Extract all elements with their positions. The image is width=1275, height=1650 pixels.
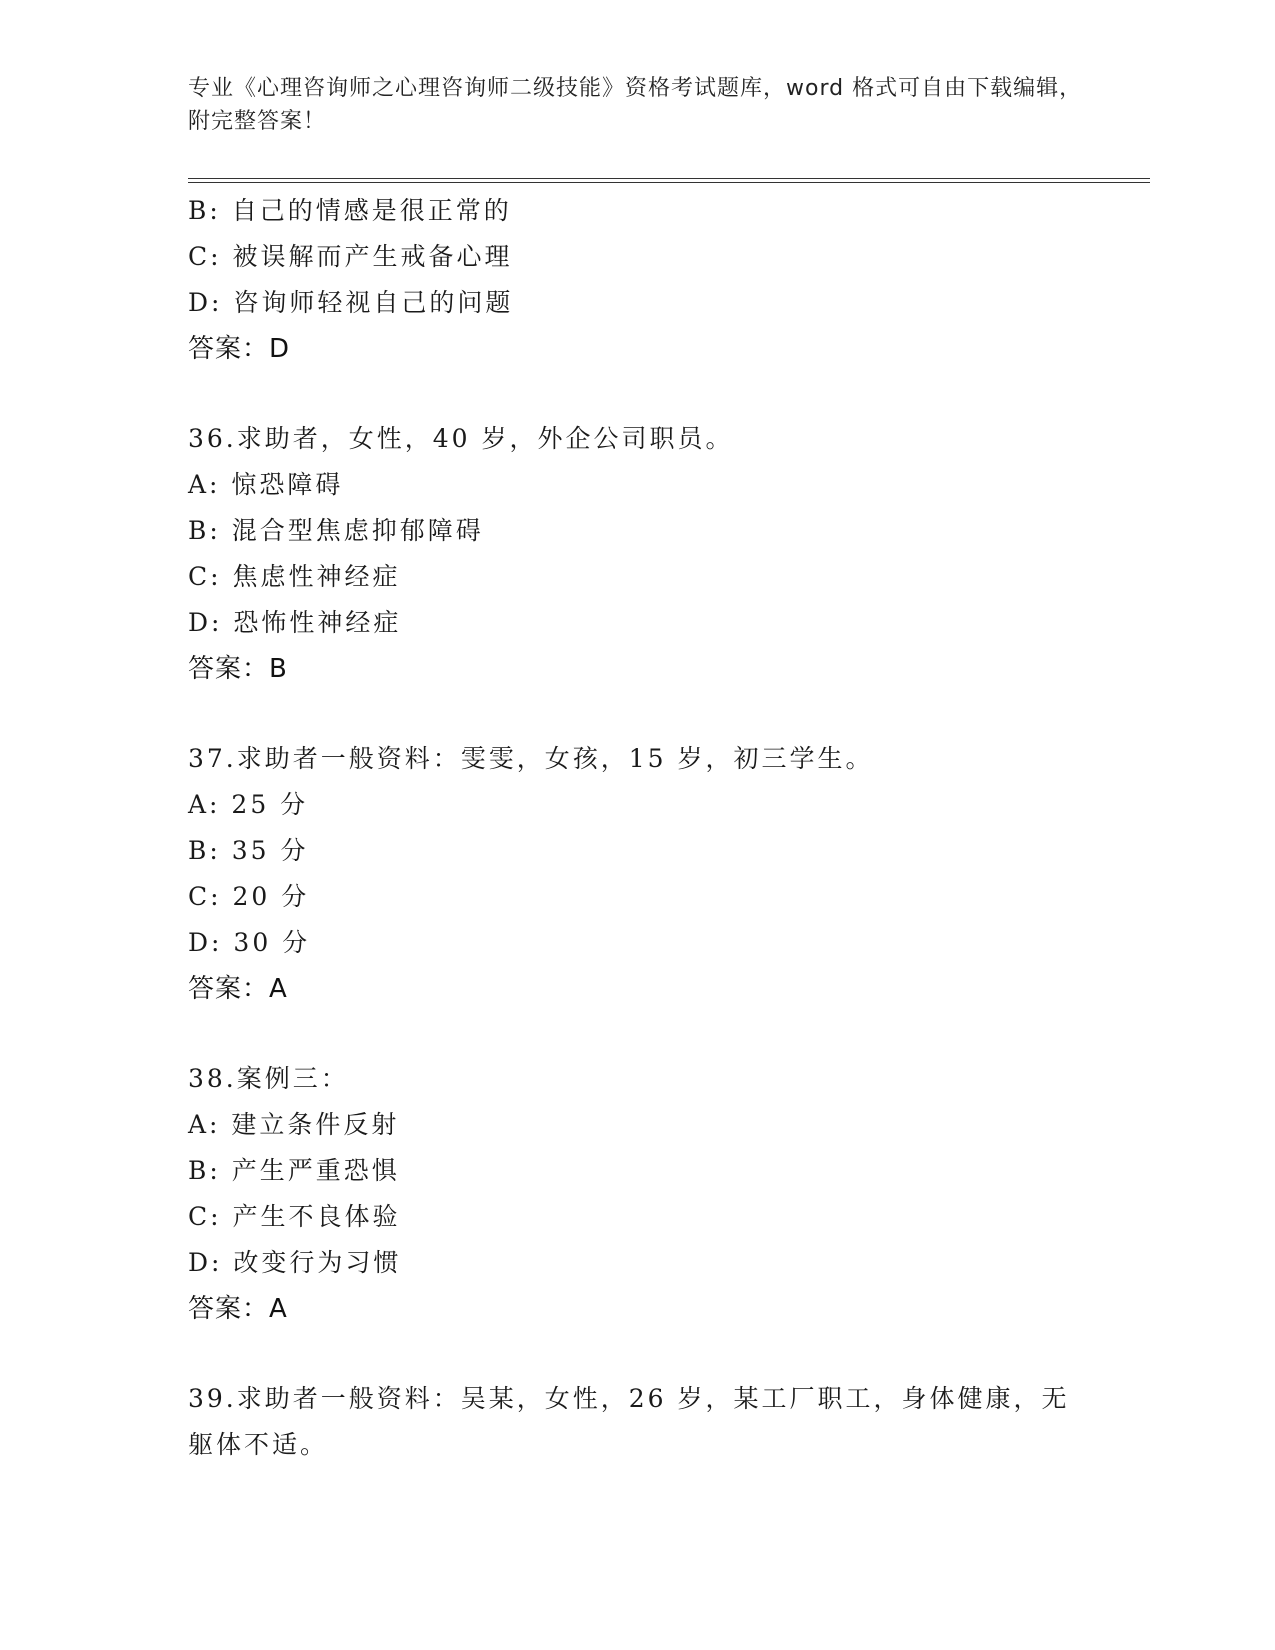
answer: 答案：A	[188, 974, 288, 1004]
option-d: D: 改变行为习惯	[188, 1248, 402, 1277]
option-b: B: 混合型焦虑抑郁障碍	[188, 516, 484, 545]
option-a: A: 惊恐障碍	[188, 470, 344, 499]
option-a: A: 建立条件反射	[188, 1110, 400, 1139]
option-d: D: 恐怖性神经症	[188, 608, 402, 637]
header-divider-bottom	[188, 182, 1150, 183]
question-37	[188, 736, 1128, 1012]
question-list	[188, 188, 1128, 1468]
option-c: C: 产生不良体验	[188, 1202, 401, 1231]
answer: 答案：A	[188, 1294, 288, 1324]
option-c: C: 被误解而产生戒备心理	[188, 242, 513, 271]
option-d: D: 30 分	[188, 928, 311, 957]
option-a: A: 25 分	[188, 790, 309, 819]
question-38	[188, 1056, 1128, 1332]
answer: 答案：D	[188, 334, 291, 364]
answer: 答案：B	[188, 654, 288, 684]
option-b: B: 35 分	[188, 836, 309, 865]
option-c: C: 20 分	[188, 882, 310, 911]
question-stem: 39.求助者一般资料：吴某，女性，26 岁，某工厂职工，身体健康，无躯体不适。	[188, 1384, 1070, 1459]
option-b: B: 产生严重恐惧	[188, 1156, 400, 1185]
document-header: 专业《心理咨询师之心理咨询师二级技能》资格考试题库，word 格式可自由下载编辑，附完整答案！	[188, 76, 1083, 134]
question-36	[188, 416, 1128, 692]
question-stem: 38.案例三：	[188, 1064, 349, 1093]
question-stem: 36.求助者，女性，40 岁，外企公司职员。	[188, 424, 734, 453]
question-35-continued	[188, 188, 1128, 372]
question-stem: 37.求助者一般资料：雯雯，女孩，15 岁，初三学生。	[188, 744, 874, 773]
option-c: C: 焦虑性神经症	[188, 562, 401, 591]
option-b: B: 自己的情感是很正常的	[188, 196, 512, 225]
option-d: D: 咨询师轻视自己的问题	[188, 288, 514, 317]
question-39	[188, 1376, 1128, 1468]
header-divider-top	[188, 178, 1150, 179]
